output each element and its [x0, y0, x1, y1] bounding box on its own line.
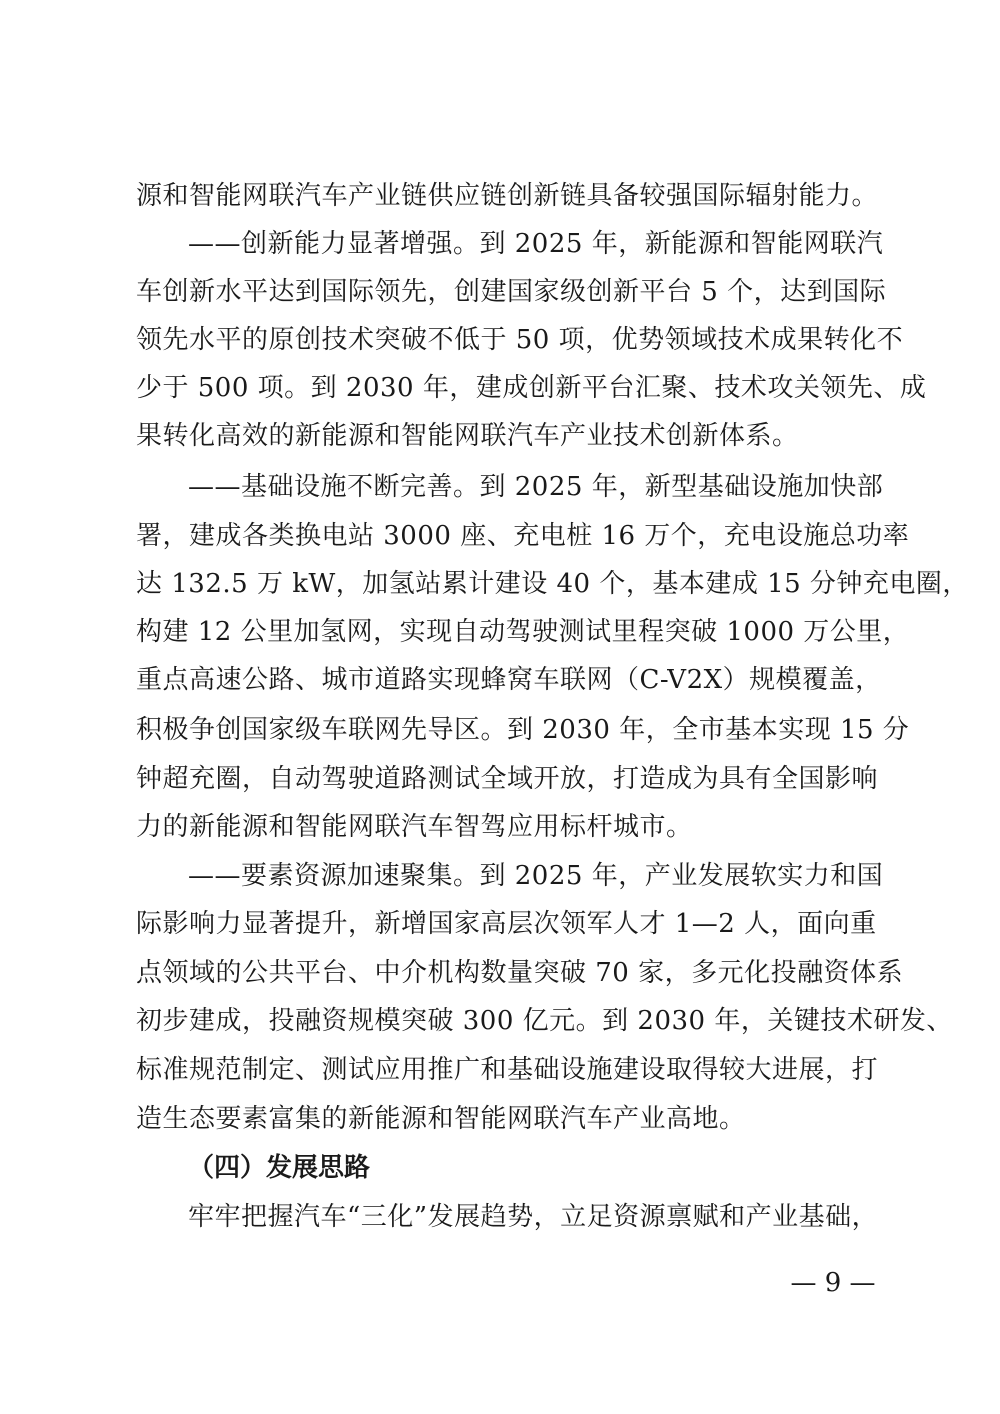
paragraph-line: 重点高速公路、城市道路实现蜂窝车联网（C-V2X）规模覆盖，	[136, 665, 882, 695]
paragraph-line: ——基础设施不断完善。到 2025 年，新型基础设施加快部	[188, 472, 884, 502]
section-heading: （四）发展思路	[188, 1153, 371, 1183]
paragraph-line: 达 132.5 万 kW，加氢站累计建设 40 个，基本建成 15 分钟充电圈，	[136, 569, 969, 599]
paragraph-line: 车创新水平达到国际领先，创建国家级创新平台 5 个，达到国际	[136, 277, 887, 307]
paragraph-line: 初步建成，投融资规模突破 300 亿元。到 2030 年，关键技术研发、	[136, 1006, 953, 1036]
paragraph-line: ——创新能力显著增强。到 2025 年，新能源和智能网联汽	[188, 229, 884, 259]
page-number: — 9 —	[790, 1268, 876, 1298]
paragraph-line: 果转化高效的新能源和智能网联汽车产业技术创新体系。	[136, 421, 799, 451]
paragraph-line: 钟超充圈，自动驾驶道路测试全域开放，打造成为具有全国影响	[136, 764, 879, 794]
paragraph-line: 构建 12 公里加氢网，实现自动驾驶测试里程突破 1000 万公里，	[136, 617, 910, 647]
paragraph-line: 际影响力显著提升，新增国家高层次领军人才 1—2 人，面向重	[136, 909, 877, 939]
paragraph-line: 署，建成各类换电站 3000 座、充电桩 16 万个，充电设施总功率	[136, 521, 910, 551]
paragraph-line: 积极争创国家级车联网先导区。到 2030 年，全市基本实现 15 分	[136, 715, 910, 745]
paragraph-line: 力的新能源和智能网联汽车智驾应用标杆城市。	[136, 812, 693, 842]
paragraph-line: 造生态要素富集的新能源和智能网联汽车产业高地。	[136, 1104, 746, 1134]
paragraph-line: 牢牢把握汽车“三化”发展趋势，立足资源禀赋和产业基础，	[188, 1202, 879, 1232]
paragraph-line: 领先水平的原创技术突破不低于 50 项，优势领域技术成果转化不	[136, 325, 904, 355]
paragraph-line: ——要素资源加速聚集。到 2025 年，产业发展软实力和国	[188, 861, 884, 891]
paragraph-line: 少于 500 项。到 2030 年，建成创新平台汇聚、技术攻关领先、成	[136, 373, 927, 403]
paragraph-line: 源和智能网联汽车产业链供应链创新链具备较强国际辐射能力。	[136, 181, 879, 211]
paragraph-line: 标准规范制定、测试应用推广和基础设施建设取得较大进展，打	[136, 1055, 879, 1085]
paragraph-line: 点领域的公共平台、中介机构数量突破 70 家，多元化投融资体系	[136, 958, 904, 988]
